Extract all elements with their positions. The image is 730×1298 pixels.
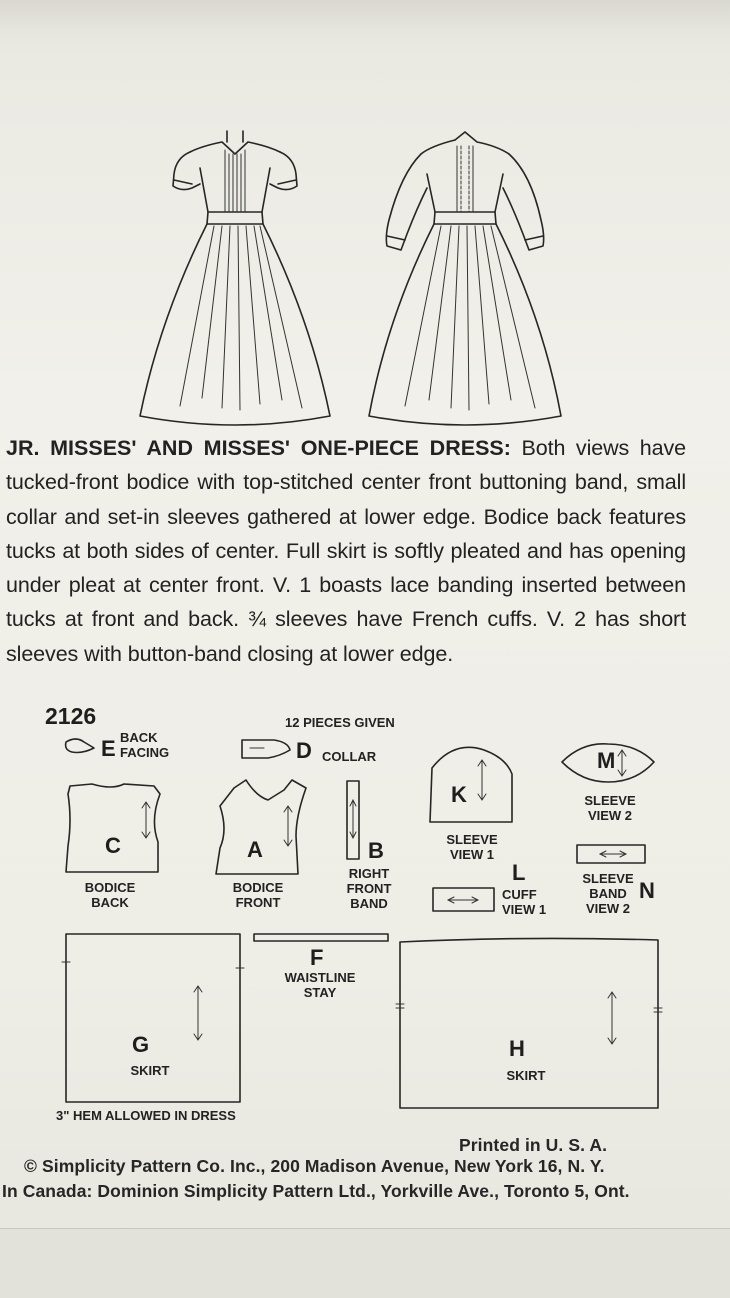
piece-n-sleeve-band-shape	[574, 842, 648, 866]
description-body: Both views have tucked-front bodice with top-stitched center front buttoning band, small collar and set-in sleeves gathered at lower edge. Bodice back features tucks at both sides of center. Full skirt is softly pleated and has opening under pleat at center front. V. 1 boasts lace banding inserted between tucks at front and back. ¾ sleeves have French cuffs. V. 2 has short sleeves with button-band closing at lower edge.	[6, 436, 687, 666]
piece-g-label: SKIRT	[130, 1063, 170, 1078]
piece-f-waistline-stay-shape	[252, 932, 392, 944]
piece-e-back-facing-shape	[62, 736, 98, 756]
piece-n-letter: N	[639, 878, 655, 903]
piece-d-collar-shape	[240, 736, 294, 762]
piece-g-letter: G	[132, 1032, 150, 1057]
piece-b-right-front-band-shape	[344, 778, 362, 862]
description-heading: JR. MISSES' AND MISSES' ONE-PIECE DRESS:	[6, 436, 511, 460]
piece-h-skirt-shape	[394, 934, 666, 1112]
piece-k-label: SLEEVE VIEW 1	[446, 832, 498, 862]
dress-back-illustration	[365, 128, 565, 433]
piece-a-label: BODICE FRONT	[232, 880, 284, 910]
piece-e-label: BACK FACING	[120, 730, 170, 760]
piece-m-label: SLEEVE VIEW 2	[584, 793, 636, 823]
piece-n-label: SLEEVE BAND VIEW 2	[582, 871, 634, 916]
piece-h-label: SKIRT	[506, 1068, 546, 1083]
piece-l-cuff-view1-shape	[430, 884, 498, 914]
hem-allowance-note: 3" HEM ALLOWED IN DRESS	[56, 1108, 236, 1123]
piece-k-letter: K	[451, 782, 467, 807]
paper-fold-bottom	[0, 1228, 730, 1298]
piece-a-letter: A	[247, 837, 263, 862]
piece-g-skirt-shape	[60, 930, 246, 1108]
piece-b-letter: B	[368, 838, 384, 863]
piece-d-label: COLLAR	[322, 749, 377, 764]
piece-f-letter: F	[310, 945, 324, 970]
piece-d-letter: D	[296, 738, 312, 763]
piece-c-label: BODICE BACK	[84, 880, 136, 910]
paper-fold-top	[0, 0, 730, 56]
piece-f-label: WAISTLINE STAY	[284, 970, 356, 1000]
piece-c-letter: C	[105, 833, 121, 858]
copyright-line: © Simplicity Pattern Co. Inc., 200 Madison Avenue, New York 16, N. Y.	[24, 1156, 605, 1176]
dress-front-illustration	[130, 128, 340, 433]
piece-b-label: RIGHT FRONT BAND	[346, 866, 392, 911]
piece-c-bodice-back-shape	[62, 780, 166, 876]
piece-l-label: CUFF VIEW 1	[502, 887, 547, 917]
piece-m-letter: M	[597, 748, 616, 773]
piece-l-letter: L	[512, 860, 526, 885]
piece-e-letter: E	[101, 736, 116, 761]
canada-line: In Canada: Dominion Simplicity Pattern Ltd., Yorkville Ave., Toronto 5, Ont.	[2, 1181, 630, 1201]
piece-h-letter: H	[509, 1036, 525, 1061]
piece-a-bodice-front-shape	[212, 776, 312, 880]
piece-k-sleeve-view1-shape	[424, 744, 520, 828]
pattern-number: 2126	[45, 703, 97, 729]
pieces-given-label: 12 PIECES GIVEN	[285, 715, 395, 730]
printed-in-usa: Printed in U. S. A.	[459, 1135, 608, 1155]
pattern-description	[6, 431, 686, 671]
